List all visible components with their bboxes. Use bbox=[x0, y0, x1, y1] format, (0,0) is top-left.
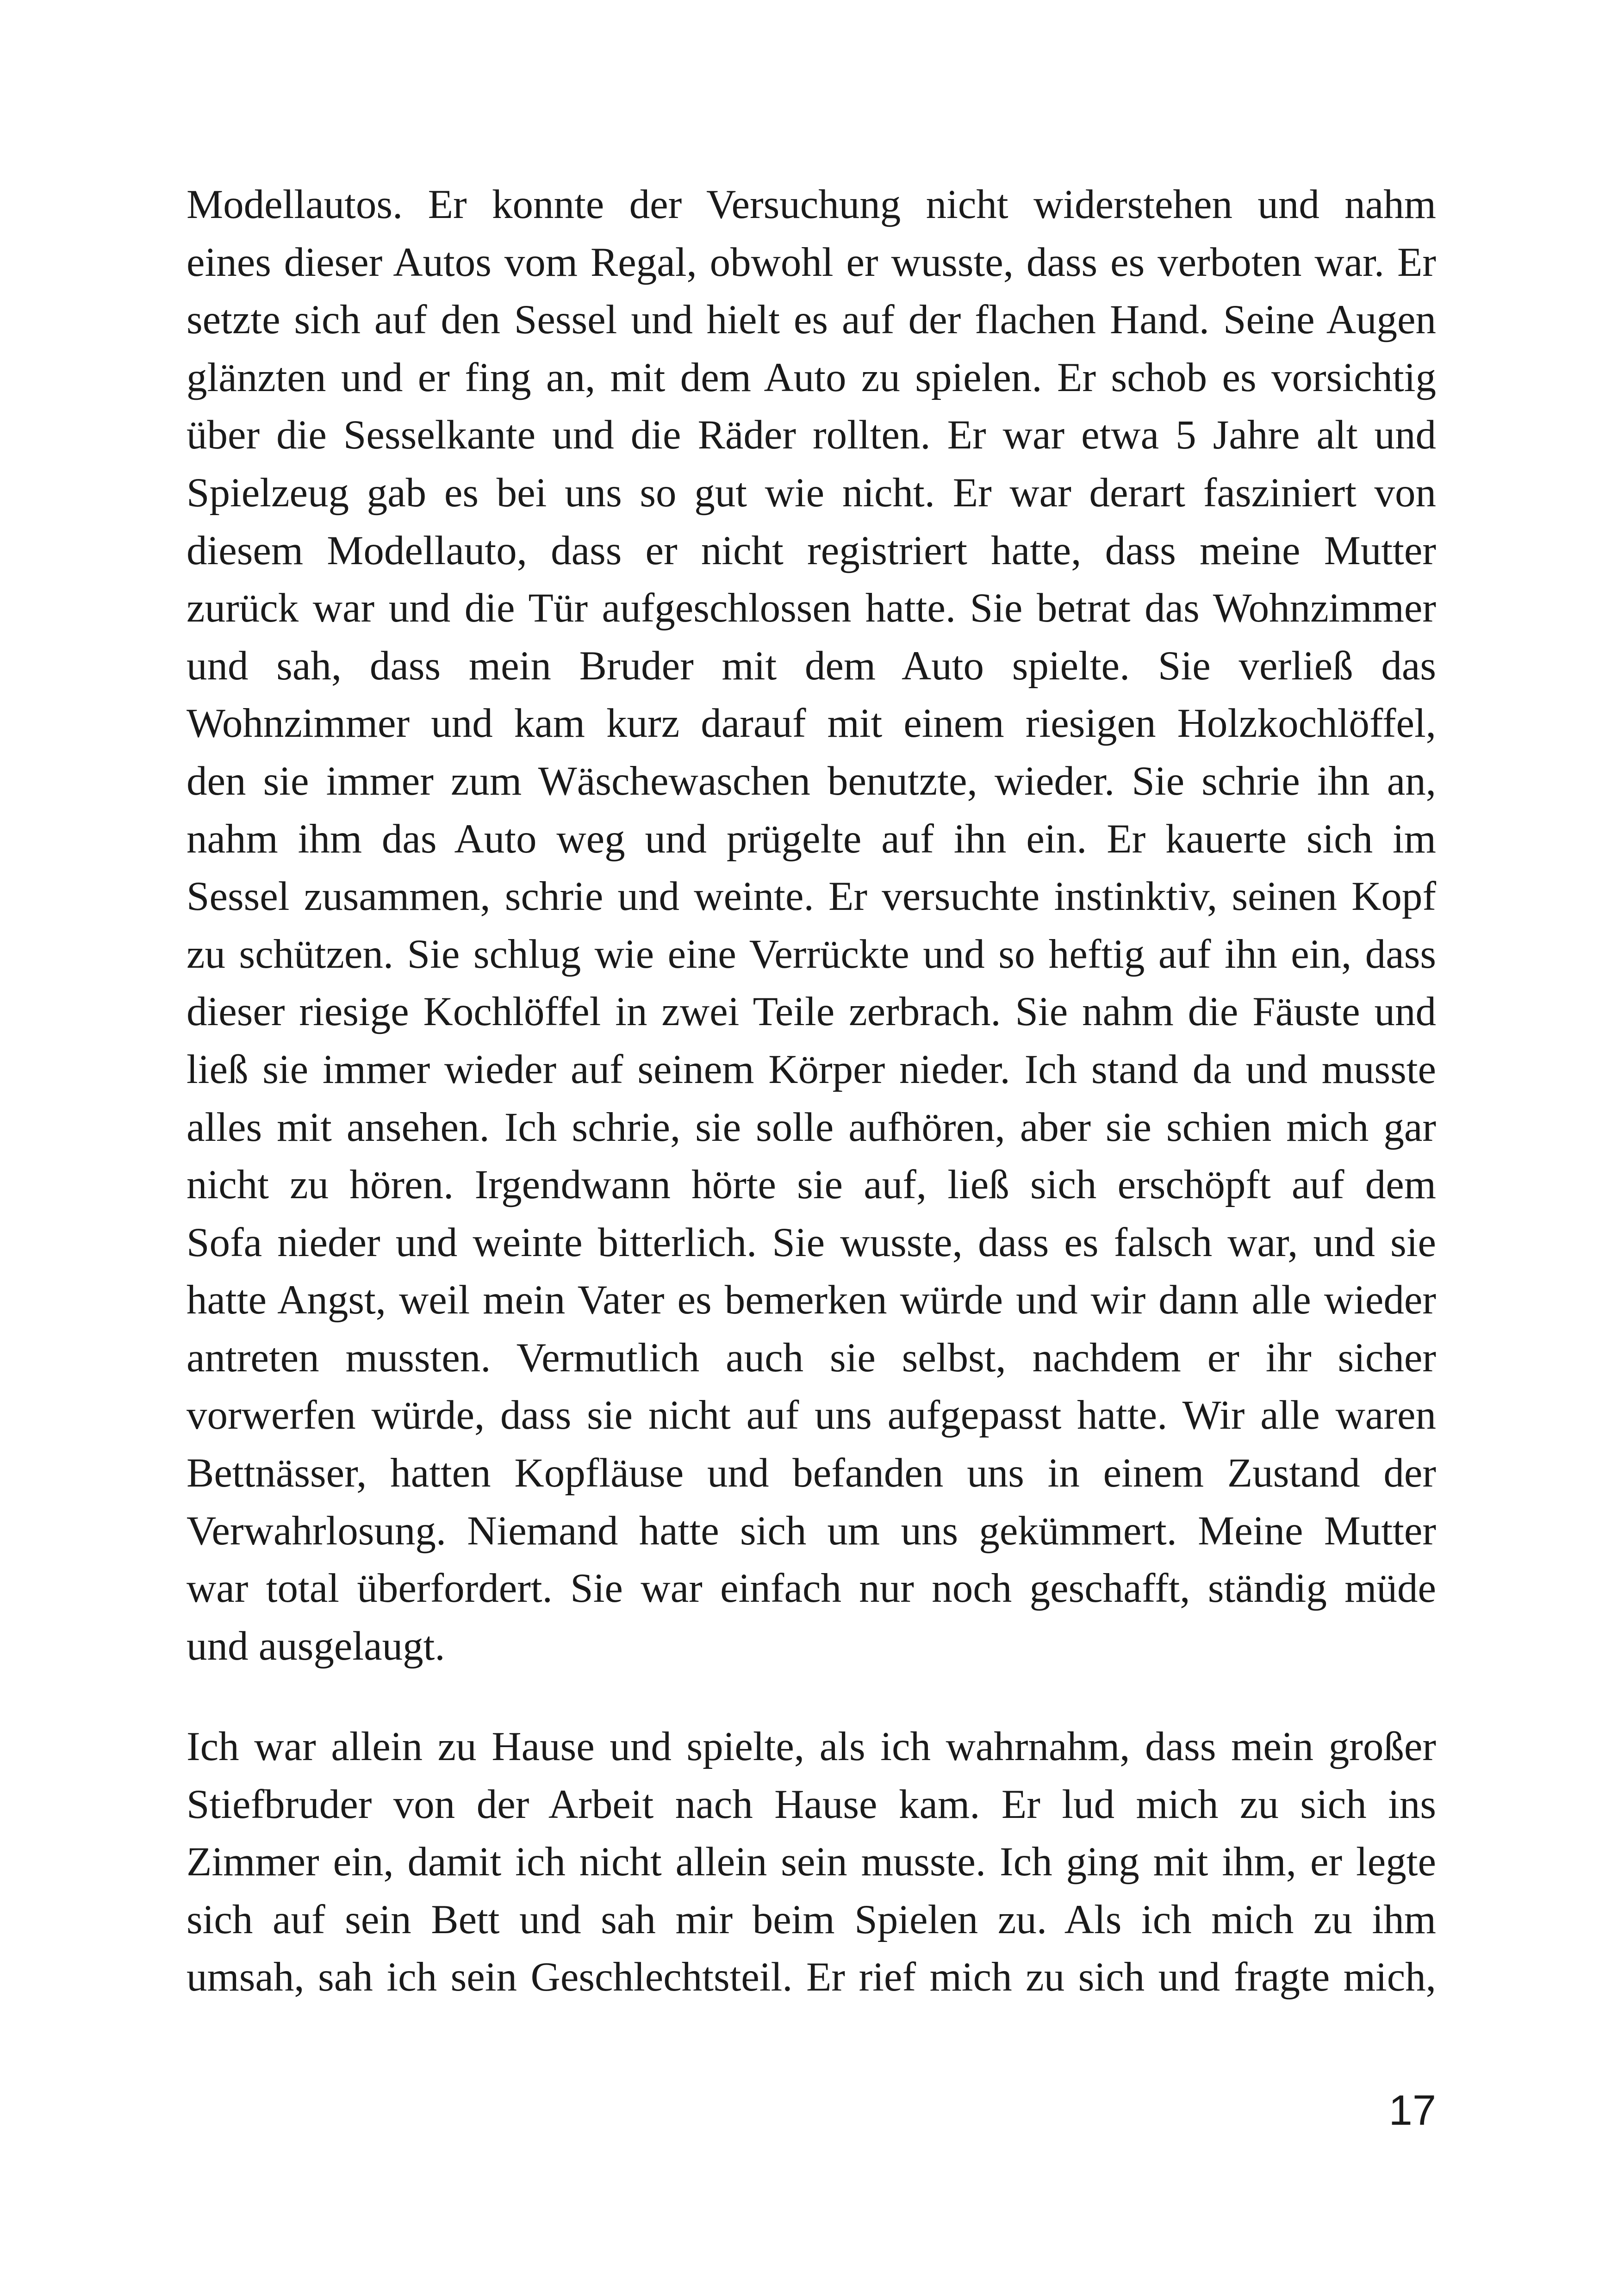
text-line: Spielzeug gab es bei uns so gut wie nicht. Er war derart fasziniert von bbox=[187, 470, 1436, 516]
text-line: Stiefbruder von der Arbeit nach Hause kam. Er lud mich zu sich ins bbox=[187, 1781, 1436, 1827]
text-line: diesem Modellauto, dass er nicht registriert hatte, dass meine Mutter bbox=[187, 528, 1436, 573]
text-line: zu schützen. Sie schlug wie eine Verrückte und so heftig auf ihn ein, dass bbox=[187, 931, 1436, 977]
text-line: umsah, sah ich sein Geschlechtsteil. Er rief mich zu sich und fragte mich, bbox=[187, 1954, 1436, 2000]
text-line: setzte sich auf den Sessel und hielt es auf der flachen Hand. Seine Augen bbox=[187, 297, 1436, 343]
paragraph bbox=[187, 176, 1436, 1675]
text-line: Zimmer ein, damit ich nicht allein sein musste. Ich ging mit ihm, er legte bbox=[187, 1839, 1436, 1885]
text-line: dieser riesige Kochlöffel in zwei Teile zerbrach. Sie nahm die Fäuste und bbox=[187, 989, 1436, 1035]
text-line: sich auf sein Bett und sah mir beim Spielen zu. Als ich mich zu ihm bbox=[187, 1897, 1436, 1942]
text-line: antreten mussten. Vermutlich auch sie selbst, nachdem er ihr sicher bbox=[187, 1335, 1436, 1381]
text-line: Sessel zusammen, schrie und weinte. Er versuchte instinktiv, seinen Kopf bbox=[187, 874, 1436, 920]
text-line: glänzten und er fing an, mit dem Auto zu spielen. Er schob es vorsichtig bbox=[187, 355, 1436, 400]
paragraph bbox=[187, 1718, 1436, 2006]
text-line: nahm ihm das Auto weg und prügelte auf ihn ein. Er kauerte sich im bbox=[187, 816, 1436, 862]
text-line: ließ sie immer wieder auf seinem Körper nieder. Ich stand da und musste bbox=[187, 1046, 1436, 1092]
text-line: vorwerfen würde, dass sie nicht auf uns aufgepasst hatte. Wir alle waren bbox=[187, 1393, 1436, 1438]
page-number: 17 bbox=[1388, 2087, 1436, 2134]
text-line: Sofa nieder und weinte bitterlich. Sie wusste, dass es falsch war, und sie bbox=[187, 1220, 1436, 1265]
text-line: Ich war allein zu Hause und spielte, als ich wahrnahm, dass mein großer bbox=[187, 1724, 1436, 1769]
text-line: Verwahrlosung. Niemand hatte sich um uns gekümmert. Meine Mutter bbox=[187, 1508, 1436, 1554]
text-line: und ausgelaugt. bbox=[187, 1623, 445, 1669]
text-line: Wohnzimmer und kam kurz darauf mit einem riesigen Holzkochlöffel, bbox=[187, 701, 1436, 747]
text-line: zurück war und die Tür aufgeschlossen hatte. Sie betrat das Wohnzimmer bbox=[187, 585, 1436, 631]
text-line: hatte Angst, weil mein Vater es bemerken würde und wir dann alle wieder bbox=[187, 1277, 1436, 1323]
text-line: nicht zu hören. Irgendwann hörte sie auf, ließ sich erschöpft auf dem bbox=[187, 1162, 1436, 1208]
text-line: eines dieser Autos vom Regal, obwohl er wusste, dass es verboten war. Er bbox=[187, 239, 1436, 285]
text-line: alles mit ansehen. Ich schrie, sie solle aufhören, aber sie schien mich gar bbox=[187, 1104, 1436, 1150]
text-line: Bettnässer, hatten Kopfläuse und befanden uns in einem Zustand der bbox=[187, 1450, 1436, 1496]
text-line: den sie immer zum Wäschewaschen benutzte, wieder. Sie schrie ihn an, bbox=[187, 758, 1436, 804]
text-line: und sah, dass mein Bruder mit dem Auto spielte. Sie verließ das bbox=[187, 643, 1436, 689]
text-line: über die Sesselkante und die Räder rollten. Er war etwa 5 Jahre alt und bbox=[187, 412, 1436, 458]
text-line: war total überfordert. Sie war einfach nur noch geschafft, ständig müde bbox=[187, 1566, 1436, 1612]
text-line: Modellautos. Er konnte der Versuchung nicht widerstehen und nahm bbox=[187, 182, 1436, 227]
